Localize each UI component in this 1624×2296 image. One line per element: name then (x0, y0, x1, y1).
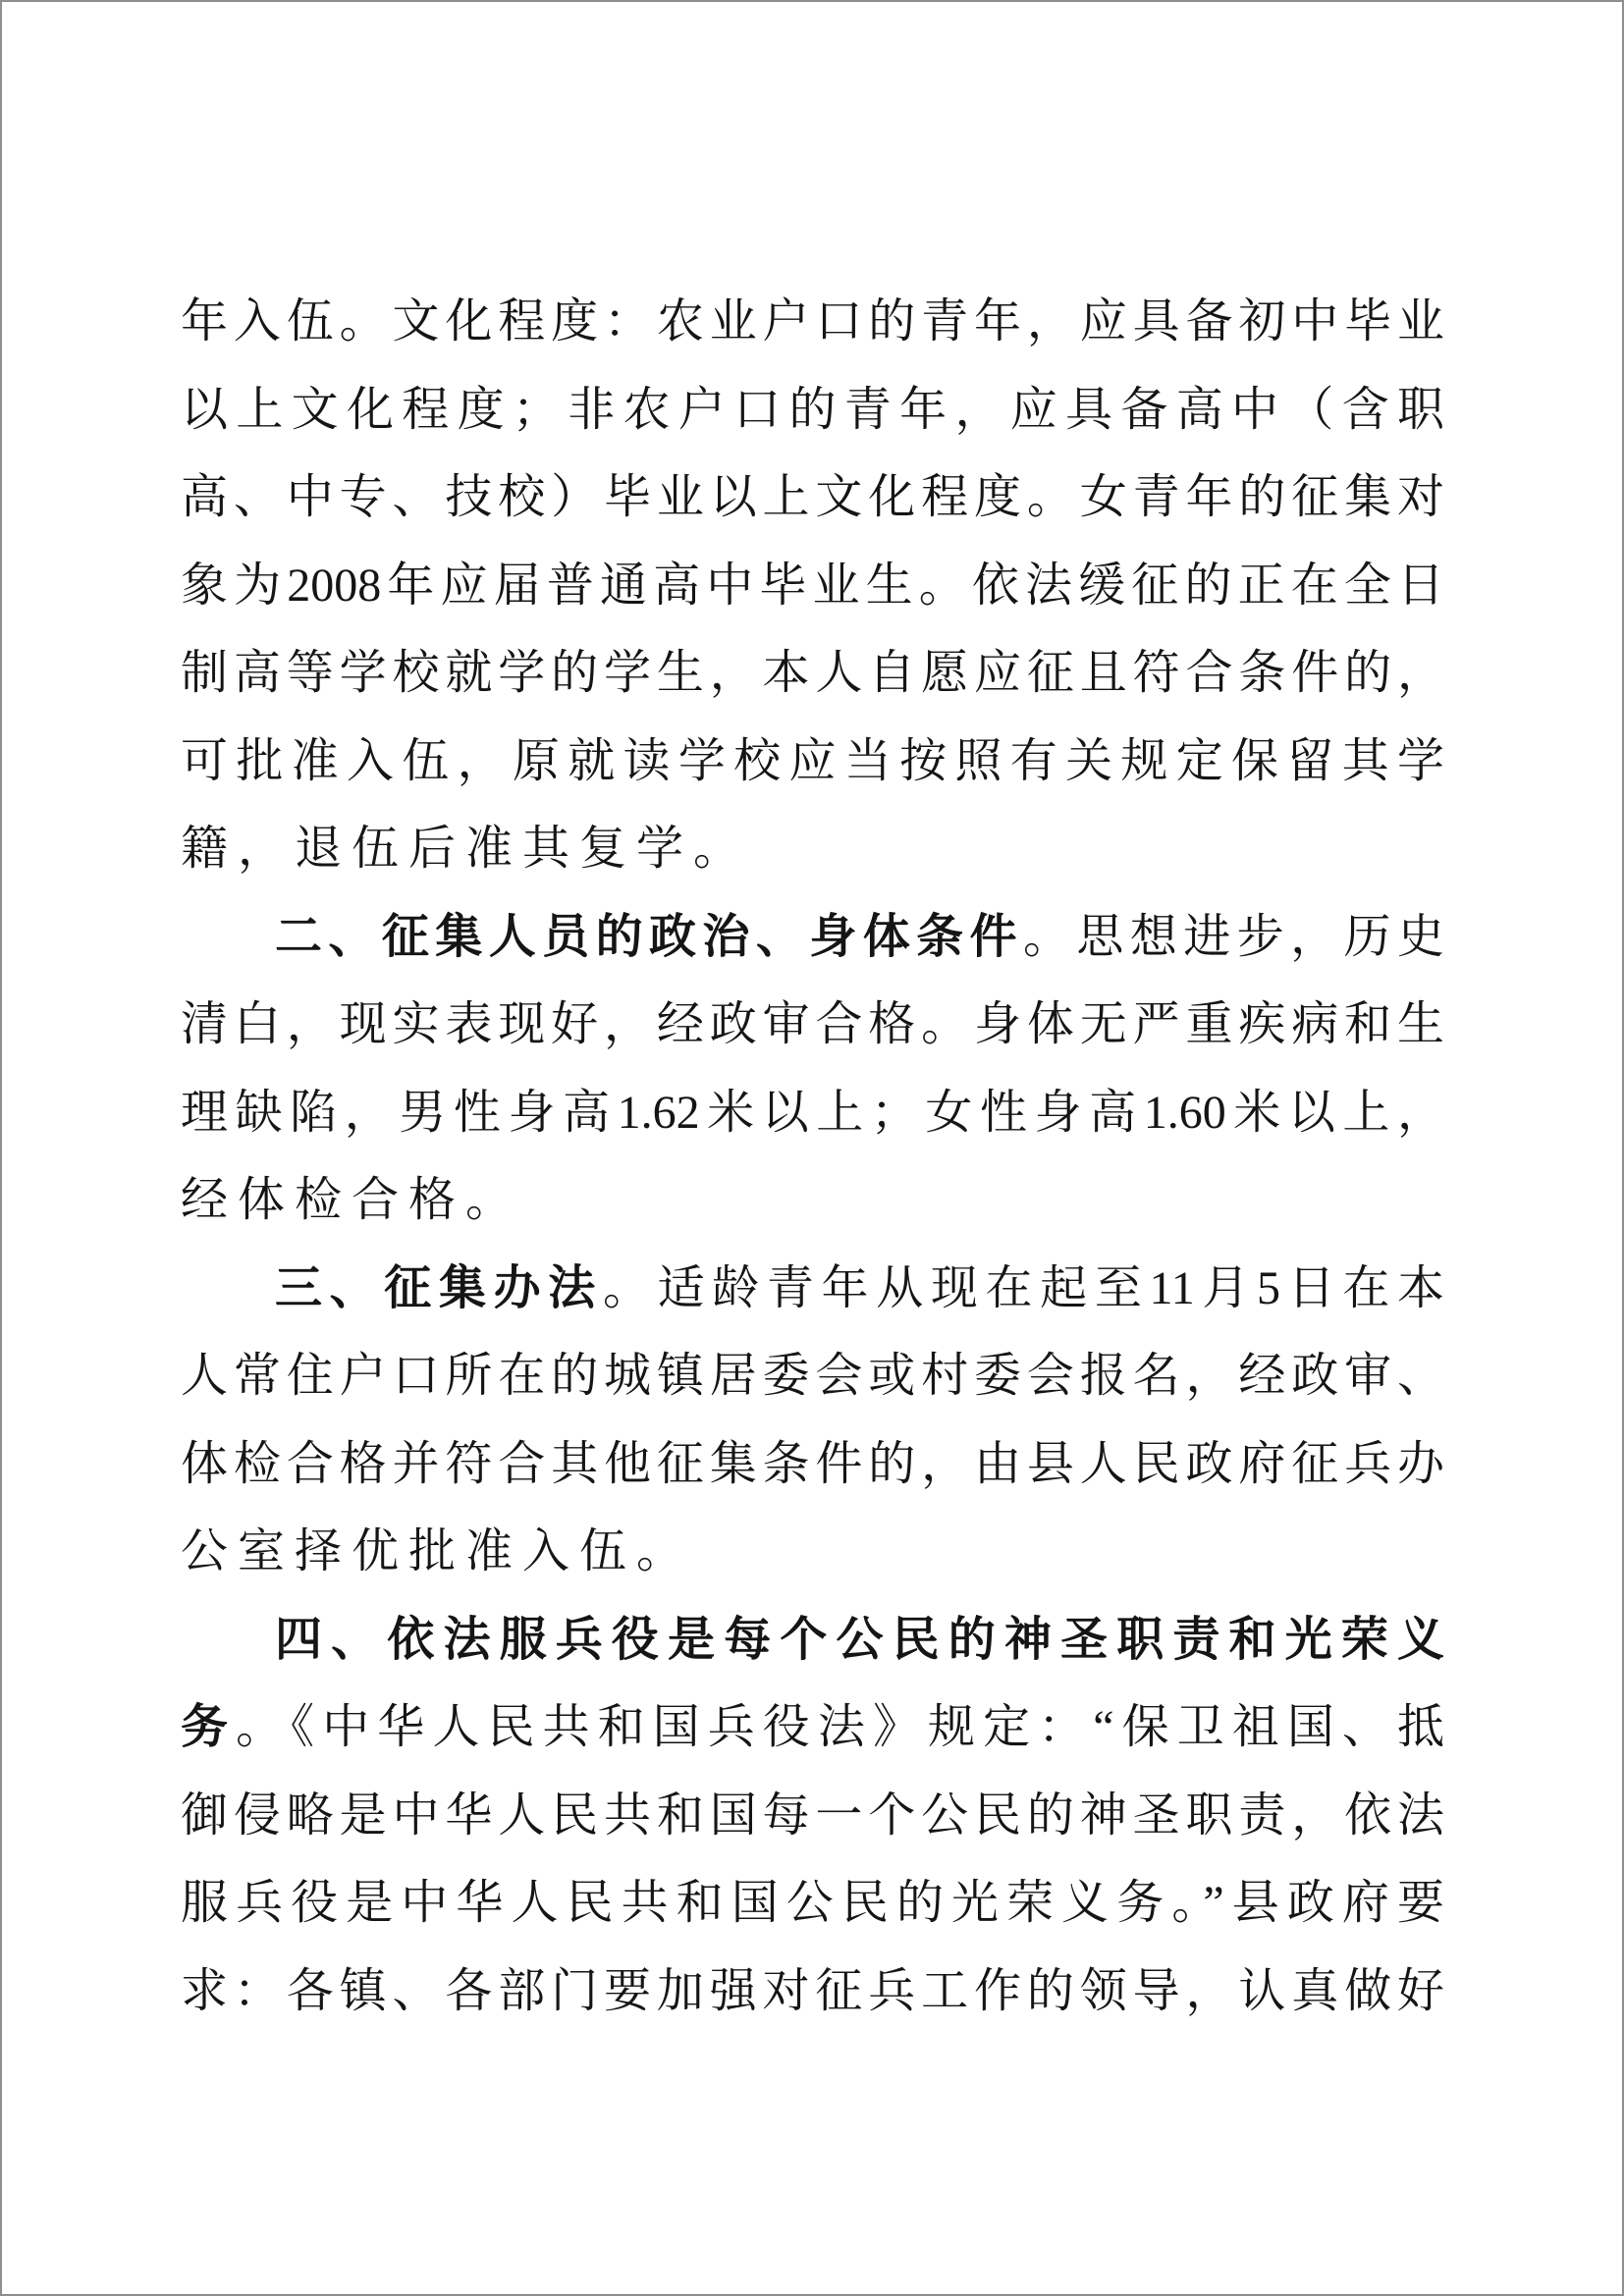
doc-line (181, 981, 1444, 1069)
section-4-heading-line (181, 1596, 1444, 1684)
doc-line (181, 1069, 1444, 1157)
doc-line (181, 1420, 1444, 1509)
doc-line-text: 制高等学校就学的学生，本人自愿应征且符合条件的， (181, 647, 1444, 699)
doc-line (181, 1508, 1444, 1596)
doc-line (181, 542, 1444, 630)
doc-line (181, 629, 1444, 718)
doc-line (181, 805, 1444, 893)
doc-line-text: 公室择优批准入伍。 (181, 1525, 694, 1577)
section-2-heading-text: 二、征集人员的政治、身体条件 (275, 910, 1023, 963)
section-3-heading-text: 三、征集办法 (275, 1261, 603, 1314)
section-4-heading-text: 四、依法服兵役是每个公民的神圣职责和光荣义 (275, 1613, 1444, 1666)
doc-line-text: 体检合格并符合其他征集条件的，由县人民政府征兵办 (181, 1437, 1444, 1490)
doc-line (181, 454, 1444, 542)
doc-line (181, 1948, 1444, 2036)
doc-line-text: 象为2008年应届普通高中毕业生。依法缓征的正在全日 (181, 559, 1444, 612)
doc-line (181, 1772, 1444, 1860)
doc-line-text: 。思想进步，历史 (1022, 910, 1444, 963)
doc-line (181, 366, 1444, 454)
doc-line-text: 人常住户口所在的城镇居委会或村委会报名，经政审、 (181, 1350, 1444, 1402)
doc-line (181, 1683, 1444, 1772)
doc-line (181, 1156, 1444, 1245)
doc-line-text: 。适龄青年从现在起至11月5日在本 (602, 1261, 1444, 1314)
doc-line-text: 御侵略是中华人民共和国每一个公民的神圣职责，依法 (181, 1789, 1444, 1842)
doc-line (181, 718, 1444, 806)
doc-line-text: 可批准入伍，原就读学校应当按照有关规定保留其学 (181, 734, 1444, 787)
doc-line (181, 1859, 1444, 1948)
doc-line-text: 经体检合格。 (181, 1174, 523, 1226)
doc-line-text: 籍，退伍后准其复学。 (181, 823, 751, 875)
document-body (2, 2, 1622, 2035)
section-3-heading-line (181, 1245, 1444, 1333)
doc-line-text: 以上文化程度；非农户口的青年，应具备高中（含职 (181, 383, 1444, 436)
doc-line (181, 278, 1444, 366)
doc-line-text: 服兵役是中华人民共和国公民的光荣义务。”县政府要 (181, 1877, 1444, 1929)
doc-line-text: 高、中专、技校）毕业以上文化程度。女青年的征集对 (181, 471, 1444, 523)
doc-line (181, 1332, 1444, 1420)
doc-line-text: 理缺陷，男性身高1.62米以上；女性身高1.60米以上， (181, 1086, 1444, 1139)
doc-line-text: 。《中华人民共和国兵役法》规定：“保卫祖国、抵 (236, 1701, 1444, 1753)
doc-line-text: 年入伍。文化程度：农业户口的青年，应具备初中毕业 (181, 295, 1444, 347)
doc-line-bold-text: 务 (181, 1701, 237, 1753)
doc-line-text: 求：各镇、各部门要加强对征兵工作的领导，认真做好 (181, 1964, 1444, 2017)
section-2-heading-line (181, 893, 1444, 982)
doc-line-text: 清白，现实表现好，经政审合格。身体无严重疾病和生 (181, 998, 1444, 1050)
